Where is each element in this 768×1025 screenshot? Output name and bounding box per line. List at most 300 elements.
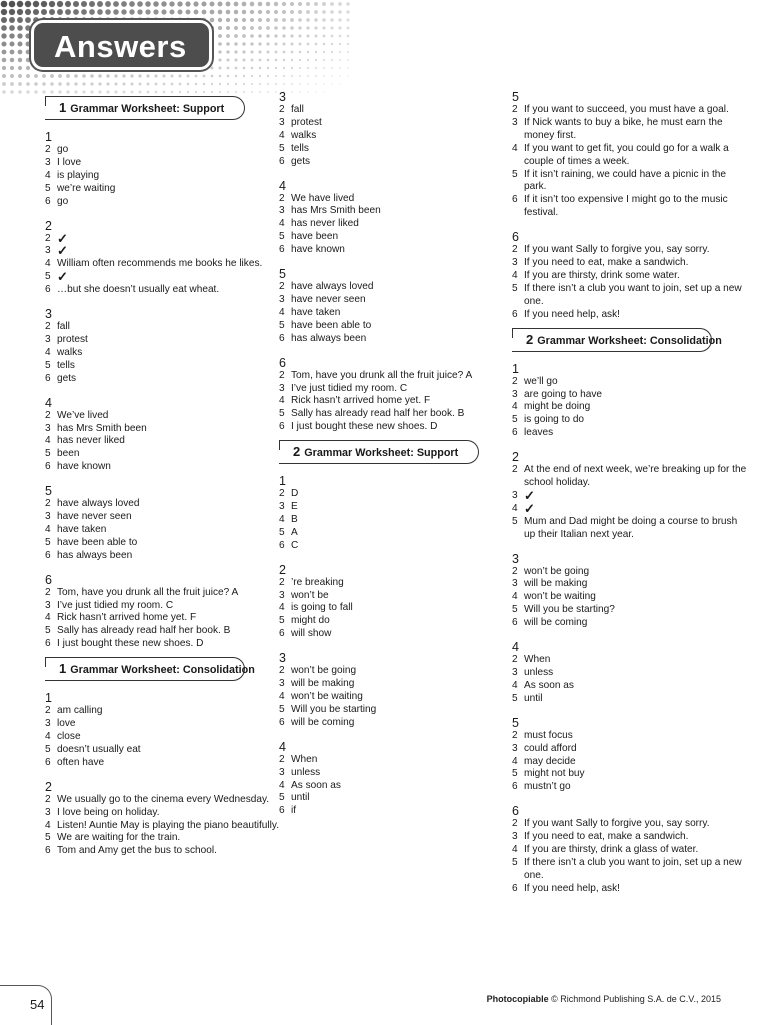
item-answer: have never seen bbox=[57, 511, 132, 523]
answer-item bbox=[45, 258, 280, 271]
answer-item bbox=[279, 117, 514, 130]
item-answer: gets bbox=[57, 372, 77, 384]
answer-item bbox=[279, 602, 514, 615]
item-answer: have been able to bbox=[57, 536, 138, 548]
exercise-number: 6 bbox=[512, 230, 519, 245]
exercise-group bbox=[279, 651, 514, 730]
answer-item bbox=[512, 104, 747, 117]
item-answer: We have lived bbox=[291, 192, 355, 204]
item-answer: will be making bbox=[524, 578, 588, 590]
answer-item bbox=[279, 383, 514, 396]
answer-item bbox=[512, 487, 747, 503]
exercise-group bbox=[45, 396, 280, 475]
answer-item bbox=[45, 757, 280, 770]
answer-item bbox=[45, 230, 280, 246]
answer-item bbox=[512, 427, 747, 440]
item-number: 5 bbox=[279, 231, 285, 243]
answer-item bbox=[512, 414, 747, 427]
item-number: 6 bbox=[279, 244, 285, 256]
item-number: 3 bbox=[45, 806, 51, 818]
item-number: 2 bbox=[279, 104, 285, 115]
answer-item bbox=[279, 193, 514, 206]
item-number: 4 bbox=[279, 602, 285, 614]
item-answer: fall bbox=[291, 104, 304, 115]
item-number: 2 bbox=[512, 244, 518, 256]
answer-item bbox=[45, 511, 280, 524]
item-answer: Listen! Auntie May is playing the piano beautifully. bbox=[57, 819, 280, 831]
exercise-number: 3 bbox=[512, 551, 519, 566]
item-number: 6 bbox=[512, 882, 518, 894]
item-answer: until bbox=[291, 792, 310, 804]
item-answer: Rick hasn’t arrived home yet. F bbox=[291, 395, 431, 407]
answer-item bbox=[512, 591, 747, 604]
answer-item bbox=[45, 794, 280, 807]
item-number: 2 bbox=[279, 488, 285, 500]
item-answer: If you need to eat, make a sandwich. bbox=[524, 257, 689, 269]
item-answer: If Nick wants to buy a bike, he must earn the money first. bbox=[524, 116, 723, 141]
item-answer: has Mrs Smith been bbox=[291, 205, 381, 217]
item-answer: B bbox=[291, 513, 298, 525]
section-number: 2 bbox=[526, 331, 534, 347]
answer-item bbox=[45, 196, 280, 209]
item-answer: If it isn’t too expensive I might go to the music festival. bbox=[524, 194, 728, 219]
item-answer: If there isn’t a club you want to join, set up a new one. bbox=[524, 856, 742, 881]
answer-item bbox=[279, 501, 514, 514]
item-answer: If you want to succeed, you must have a goal. bbox=[524, 104, 729, 115]
answer-item bbox=[279, 691, 514, 704]
answer-item bbox=[279, 678, 514, 691]
item-answer: will be making bbox=[291, 678, 355, 690]
item-number: 3 bbox=[512, 489, 518, 501]
item-answer: unless bbox=[291, 766, 321, 778]
item-answer: if bbox=[291, 805, 297, 817]
answer-item bbox=[279, 307, 514, 320]
exercise-number: 4 bbox=[512, 640, 519, 655]
exercise-group bbox=[279, 179, 514, 258]
item-number: 4 bbox=[512, 502, 518, 514]
item-number: 5 bbox=[45, 271, 51, 283]
item-number: 4 bbox=[279, 395, 285, 407]
item-number: 2 bbox=[45, 793, 51, 805]
answer-item bbox=[279, 294, 514, 307]
item-answer: If you want to get fit, you could go for a walk a couple of times a week. bbox=[524, 142, 729, 167]
item-answer: have always loved bbox=[291, 281, 374, 293]
item-answer: might do bbox=[291, 615, 330, 627]
item-number: 3 bbox=[45, 333, 51, 345]
answer-item bbox=[45, 271, 280, 284]
item-number: 3 bbox=[45, 422, 51, 434]
exercise-group bbox=[45, 573, 280, 652]
answer-item bbox=[45, 347, 280, 360]
item-number: 3 bbox=[45, 511, 51, 523]
answer-item bbox=[512, 756, 747, 769]
answer-item bbox=[279, 704, 514, 717]
item-number: 4 bbox=[45, 435, 51, 447]
exercise-group bbox=[279, 267, 514, 346]
item-number: 4 bbox=[512, 269, 518, 281]
item-number: 5 bbox=[45, 448, 51, 460]
exercise-number: 5 bbox=[279, 267, 286, 282]
answer-column-right bbox=[512, 90, 747, 896]
item-answer: won’t be going bbox=[524, 565, 590, 577]
item-number: 6 bbox=[279, 155, 285, 167]
exercise-number: 1 bbox=[45, 130, 52, 144]
item-answer: We are waiting for the train. bbox=[57, 832, 181, 844]
copyright-text: © Richmond Publishing S.A. de C.V., 2015 bbox=[548, 994, 721, 1004]
section-header bbox=[45, 96, 245, 120]
exercise-number: 3 bbox=[279, 90, 286, 104]
item-answer: has never liked bbox=[291, 218, 359, 230]
answer-item bbox=[279, 628, 514, 641]
answer-item bbox=[512, 883, 747, 896]
exercise-number: 6 bbox=[45, 572, 52, 587]
exercise-group bbox=[512, 450, 747, 541]
section-number: 1 bbox=[59, 661, 67, 677]
item-answer: ’re breaking bbox=[291, 576, 344, 588]
item-number: 4 bbox=[512, 142, 518, 154]
item-number: 6 bbox=[279, 716, 285, 728]
item-answer: As soon as bbox=[291, 779, 341, 791]
answer-item bbox=[45, 461, 280, 474]
photocopiable-label: Photocopiable bbox=[486, 994, 549, 1004]
answer-item bbox=[279, 717, 514, 730]
exercise-number: 5 bbox=[512, 715, 519, 730]
answer-item bbox=[45, 731, 280, 744]
item-answer: have taken bbox=[57, 523, 107, 535]
answer-item bbox=[45, 705, 280, 718]
item-number: 4 bbox=[45, 612, 51, 624]
item-number: 3 bbox=[45, 599, 51, 611]
answer-item bbox=[45, 410, 280, 423]
item-number: 6 bbox=[512, 308, 518, 320]
item-number: 3 bbox=[279, 116, 285, 128]
item-number: 3 bbox=[279, 293, 285, 305]
section-number: 1 bbox=[59, 100, 67, 115]
answer-item bbox=[279, 665, 514, 678]
item-number: 2 bbox=[45, 232, 51, 244]
answer-item bbox=[279, 767, 514, 780]
exercise-group bbox=[512, 362, 747, 441]
item-number: 4 bbox=[279, 218, 285, 230]
item-answer: protest bbox=[57, 333, 88, 345]
answer-item bbox=[45, 638, 280, 651]
exercise-number: 3 bbox=[45, 307, 52, 322]
answer-item bbox=[45, 807, 280, 820]
answer-item bbox=[45, 587, 280, 600]
answer-item bbox=[279, 333, 514, 346]
exercise-number: 1 bbox=[45, 691, 52, 706]
item-number: 5 bbox=[279, 526, 285, 538]
checkmark-icon: ✓ bbox=[524, 487, 535, 503]
answer-item bbox=[45, 144, 280, 157]
checkmark-icon: ✓ bbox=[57, 230, 68, 246]
section-title: Grammar Worksheet: Support bbox=[304, 447, 459, 460]
item-answer: will be coming bbox=[291, 716, 355, 728]
item-number: 2 bbox=[512, 104, 518, 115]
answer-column-left bbox=[45, 90, 280, 858]
item-answer: is playing bbox=[57, 169, 100, 181]
item-number: 2 bbox=[279, 369, 285, 381]
item-number: 2 bbox=[45, 321, 51, 333]
item-number: 6 bbox=[45, 549, 51, 561]
answer-item bbox=[512, 578, 747, 591]
exercise-group bbox=[45, 307, 280, 386]
item-answer: When bbox=[524, 654, 551, 666]
exercise-group bbox=[45, 130, 280, 209]
item-answer: have always loved bbox=[57, 498, 140, 510]
item-number: 4 bbox=[512, 591, 518, 603]
item-answer: been bbox=[57, 448, 80, 460]
item-answer: If you need to eat, make a sandwich. bbox=[524, 831, 689, 843]
item-number: 5 bbox=[45, 625, 51, 637]
answer-item bbox=[279, 408, 514, 421]
answer-item bbox=[512, 844, 747, 857]
item-answer: love bbox=[57, 718, 76, 730]
page-number: 54 bbox=[0, 985, 52, 1025]
exercise-number: 3 bbox=[279, 651, 286, 666]
answer-item bbox=[279, 370, 514, 383]
item-number: 5 bbox=[45, 359, 51, 371]
item-answer: walks bbox=[291, 129, 317, 141]
answer-item bbox=[279, 244, 514, 257]
answer-item bbox=[279, 540, 514, 553]
answer-item bbox=[512, 143, 747, 169]
item-number: 3 bbox=[279, 589, 285, 601]
item-answer: If you want Sally to forgive you, say sorry. bbox=[524, 818, 710, 830]
answer-item bbox=[512, 654, 747, 667]
item-answer: walks bbox=[57, 346, 83, 358]
item-number: 6 bbox=[279, 539, 285, 551]
checkmark-icon: ✓ bbox=[57, 243, 68, 259]
answer-item bbox=[512, 516, 747, 542]
item-number: 2 bbox=[512, 565, 518, 577]
answer-item bbox=[512, 309, 747, 322]
answer-item bbox=[279, 780, 514, 793]
answer-item bbox=[512, 781, 747, 794]
item-answer: I’ve just tidied my room. C bbox=[291, 382, 408, 394]
item-number: 2 bbox=[512, 464, 518, 476]
item-answer: Will you be starting? bbox=[524, 604, 615, 616]
answer-item bbox=[512, 667, 747, 680]
item-number: 5 bbox=[512, 168, 518, 180]
answer-item bbox=[512, 464, 747, 490]
item-number: 5 bbox=[512, 515, 518, 527]
item-number: 6 bbox=[45, 461, 51, 473]
item-number: 4 bbox=[45, 169, 51, 181]
item-number: 5 bbox=[512, 692, 518, 704]
item-answer: At the end of next week, we’re breaking up for the school holiday. bbox=[524, 464, 747, 489]
item-number: 4 bbox=[279, 306, 285, 318]
item-number: 5 bbox=[512, 768, 518, 780]
item-answer: When bbox=[291, 753, 318, 765]
item-number: 3 bbox=[512, 257, 518, 269]
item-number: 2 bbox=[279, 753, 285, 765]
answer-item bbox=[512, 730, 747, 743]
section-title: Grammar Worksheet: Consolidation bbox=[537, 334, 722, 347]
item-answer: D bbox=[291, 488, 299, 500]
answer-item bbox=[45, 334, 280, 347]
item-answer: will be coming bbox=[524, 617, 588, 629]
answer-item bbox=[279, 104, 514, 117]
item-answer: we’re waiting bbox=[57, 182, 116, 194]
item-number: 5 bbox=[279, 615, 285, 627]
item-number: 4 bbox=[512, 844, 518, 856]
answer-item bbox=[45, 625, 280, 638]
item-answer: If there isn’t a club you want to join, set up a new one. bbox=[524, 282, 742, 307]
item-number: 5 bbox=[279, 142, 285, 154]
item-number: 4 bbox=[512, 401, 518, 413]
exercise-group bbox=[45, 219, 280, 298]
item-answer: If you are thirsty, drink a glass of water. bbox=[524, 844, 699, 856]
answer-item bbox=[279, 205, 514, 218]
item-answer: William often recommends me books he likes. bbox=[57, 258, 263, 270]
exercise-group bbox=[279, 90, 514, 169]
item-number: 6 bbox=[279, 628, 285, 640]
answer-item bbox=[512, 270, 747, 283]
item-answer: Will you be starting bbox=[291, 703, 377, 715]
item-number: 5 bbox=[279, 408, 285, 420]
item-answer: If you need help, ask! bbox=[524, 882, 620, 894]
item-answer: has never liked bbox=[57, 435, 125, 447]
item-answer: will show bbox=[291, 628, 332, 640]
exercise-number: 2 bbox=[45, 779, 52, 794]
item-number: 6 bbox=[45, 284, 51, 296]
item-number: 4 bbox=[279, 691, 285, 702]
answer-item bbox=[45, 832, 280, 845]
answer-item bbox=[45, 170, 280, 183]
answer-item bbox=[279, 527, 514, 540]
answer-item bbox=[279, 805, 514, 818]
item-number: 6 bbox=[45, 845, 51, 857]
exercise-number: 2 bbox=[512, 450, 519, 465]
item-number: 5 bbox=[45, 182, 51, 194]
answer-item bbox=[512, 401, 747, 414]
answer-item bbox=[512, 169, 747, 195]
answer-item bbox=[512, 617, 747, 630]
copyright-footer bbox=[487, 994, 721, 1004]
item-number: 5 bbox=[512, 414, 518, 426]
answer-item bbox=[279, 156, 514, 169]
item-number: 6 bbox=[512, 194, 518, 206]
item-answer: I’ve just tidied my room. C bbox=[57, 599, 174, 611]
exercise-group bbox=[279, 356, 514, 435]
item-answer: won’t be going bbox=[291, 665, 357, 677]
answer-item bbox=[45, 183, 280, 196]
item-answer: has always been bbox=[291, 332, 367, 344]
item-answer: protest bbox=[291, 116, 322, 128]
item-number: 3 bbox=[279, 501, 285, 513]
exercise-group bbox=[45, 780, 280, 859]
item-number: 2 bbox=[512, 375, 518, 387]
item-answer: fall bbox=[57, 321, 70, 333]
section-number: 2 bbox=[293, 444, 301, 460]
item-answer: must focus bbox=[524, 729, 573, 741]
item-number: 4 bbox=[279, 513, 285, 525]
item-answer: If you want Sally to forgive you, say sorry. bbox=[524, 244, 710, 256]
item-answer: …but she doesn’t usually eat wheat. bbox=[57, 284, 220, 296]
answer-item bbox=[279, 395, 514, 408]
item-number: 4 bbox=[45, 731, 51, 742]
item-number: 4 bbox=[45, 819, 51, 831]
answer-item bbox=[512, 283, 747, 309]
item-number: 4 bbox=[45, 258, 51, 270]
answer-item bbox=[512, 743, 747, 756]
answer-item bbox=[279, 488, 514, 501]
item-answer: might not buy bbox=[524, 768, 585, 780]
exercise-group bbox=[45, 691, 280, 770]
exercise-number: 6 bbox=[279, 355, 286, 370]
item-answer: has Mrs Smith been bbox=[57, 422, 147, 434]
item-number: 4 bbox=[279, 779, 285, 791]
exercise-number: 1 bbox=[512, 361, 519, 376]
item-answer: have taken bbox=[291, 306, 341, 318]
answer-item bbox=[45, 537, 280, 550]
item-answer: Tom, have you drunk all the fruit juice? A bbox=[291, 369, 473, 381]
item-answer: unless bbox=[524, 667, 554, 678]
item-number: 3 bbox=[279, 766, 285, 778]
item-answer: mustn’t go bbox=[524, 781, 571, 793]
item-number: 5 bbox=[512, 604, 518, 616]
item-answer: won’t be waiting bbox=[524, 591, 596, 603]
item-answer: have known bbox=[291, 244, 345, 256]
item-answer: often have bbox=[57, 756, 105, 768]
item-answer: doesn’t usually eat bbox=[57, 743, 141, 755]
answer-item bbox=[45, 245, 280, 258]
answer-item bbox=[45, 524, 280, 537]
answer-item bbox=[279, 130, 514, 143]
answer-item bbox=[512, 680, 747, 693]
item-answer: have known bbox=[57, 461, 111, 473]
item-number: 6 bbox=[45, 638, 51, 650]
item-answer: We’ve lived bbox=[57, 409, 109, 421]
answer-item bbox=[45, 373, 280, 386]
item-number: 5 bbox=[512, 282, 518, 294]
exercise-number: 4 bbox=[45, 395, 52, 410]
answer-item bbox=[279, 792, 514, 805]
item-number: 4 bbox=[45, 523, 51, 535]
answer-item bbox=[512, 831, 747, 844]
item-number: 2 bbox=[45, 705, 51, 717]
item-number: 3 bbox=[45, 245, 51, 257]
exercise-group bbox=[512, 230, 747, 321]
item-answer: go bbox=[57, 144, 69, 155]
item-answer: leaves bbox=[524, 427, 554, 439]
answer-item bbox=[512, 500, 747, 516]
item-number: 3 bbox=[45, 156, 51, 168]
item-number: 2 bbox=[279, 665, 285, 677]
item-number: 2 bbox=[279, 281, 285, 293]
answer-item bbox=[512, 566, 747, 579]
answer-item bbox=[45, 718, 280, 731]
answer-item bbox=[512, 389, 747, 402]
item-number: 3 bbox=[512, 742, 518, 754]
answer-item bbox=[512, 818, 747, 831]
exercise-number: 6 bbox=[512, 804, 519, 819]
answer-item bbox=[279, 590, 514, 603]
item-answer: Tom, have you drunk all the fruit juice? A bbox=[57, 586, 239, 598]
answer-item bbox=[512, 604, 747, 617]
item-number: 6 bbox=[279, 332, 285, 344]
item-answer: won’t be waiting bbox=[291, 691, 363, 702]
item-number: 3 bbox=[512, 388, 518, 400]
exercise-group bbox=[279, 474, 514, 553]
item-number: 2 bbox=[45, 498, 51, 510]
answer-item bbox=[279, 320, 514, 333]
exercise-number: 5 bbox=[45, 484, 52, 499]
item-answer: we’ll go bbox=[524, 375, 558, 387]
item-number: 6 bbox=[279, 805, 285, 817]
answer-item bbox=[279, 754, 514, 767]
